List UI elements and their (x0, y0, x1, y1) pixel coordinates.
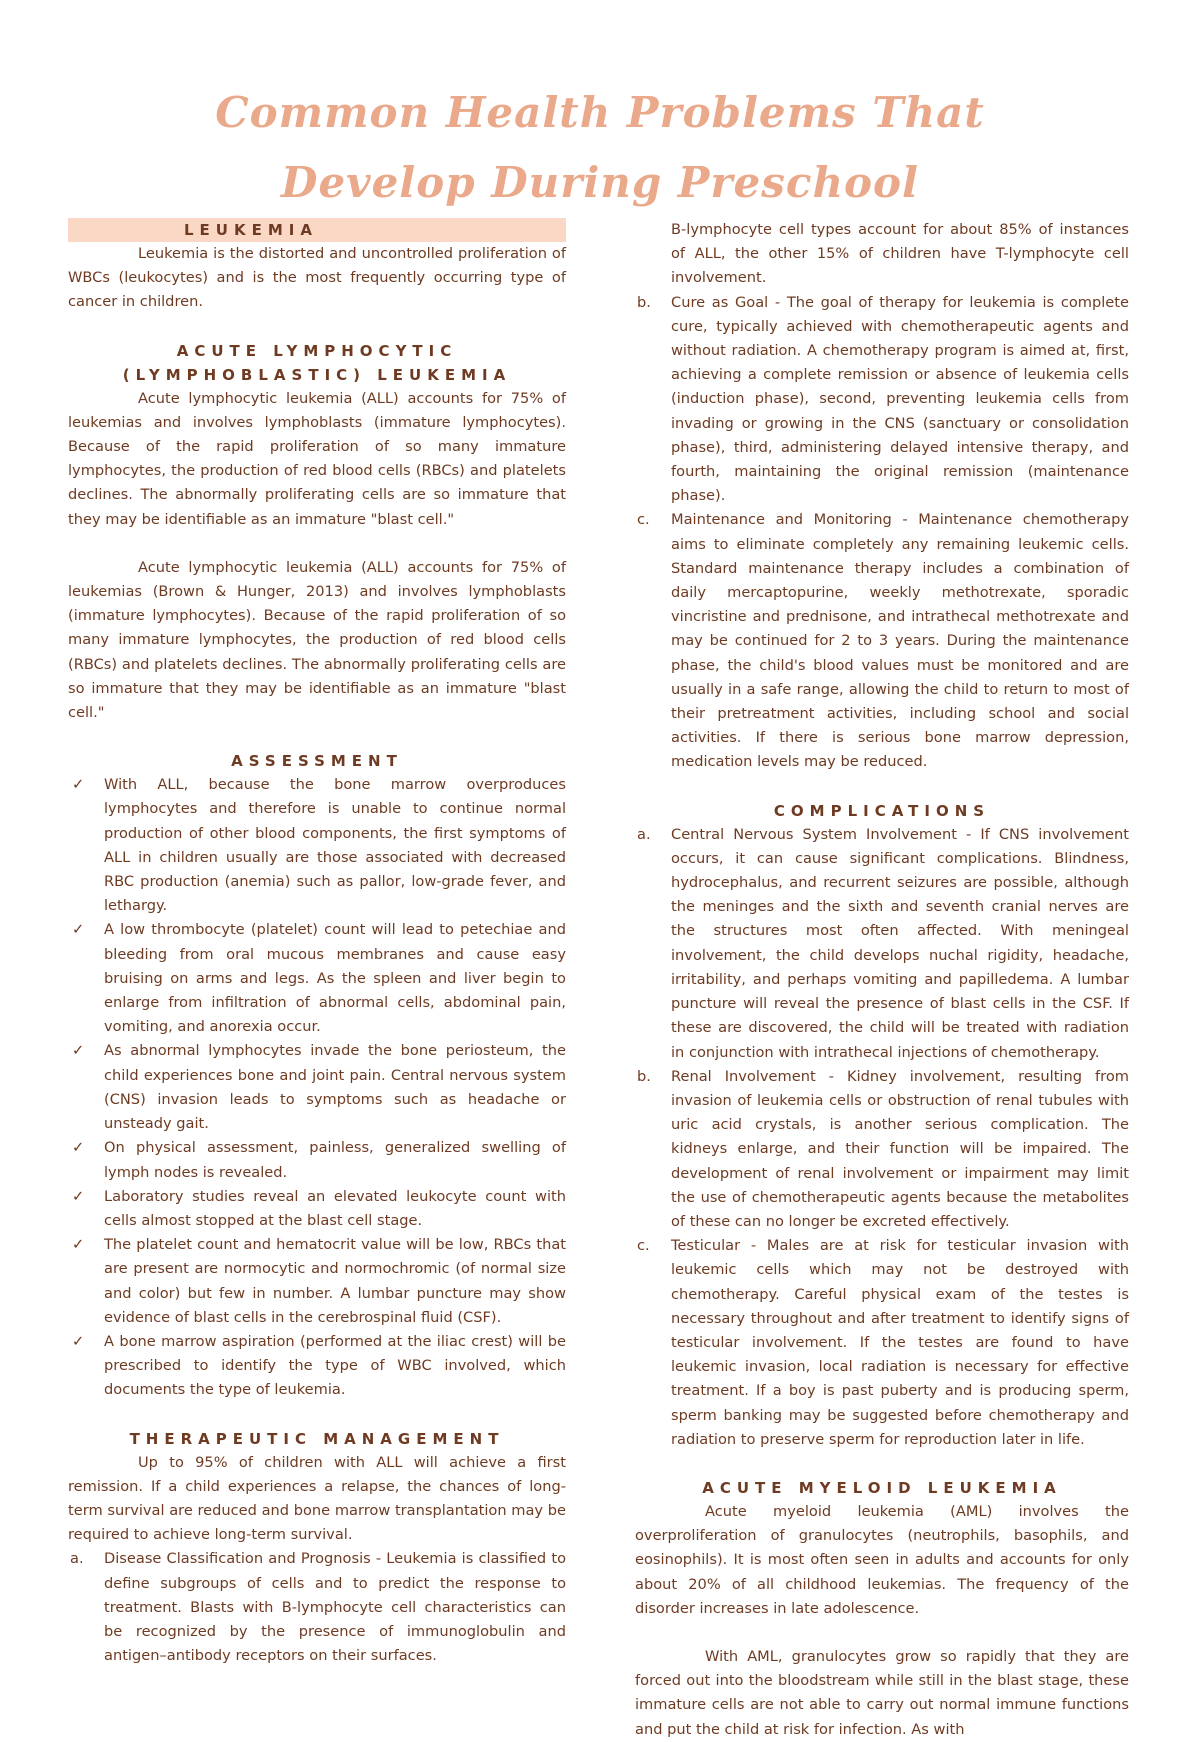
therapeutic-intro: Up to 95% of children with ALL will achieve a first remission. If a child experiences a relapse, the chances of long-term survival are reduced and bone marrow transplantation may be required to achieve long-term survival. (68, 1453, 566, 1544)
list-item (68, 773, 566, 918)
list-marker: c. (637, 1237, 650, 1255)
list-marker: b. (637, 293, 651, 311)
list-item (68, 1136, 566, 1184)
list-item-text: Maintenance and Monitoring - Maintenance chemotherapy aims to eliminate completely any remaining leukemic cells. Standard maintenance therapy includes a combination of daily mercaptopurine, weekly methotrexate, sporadic vincristine and prednisone, and intrathecal methotrexate and may be continued for 2 to 3 years. During the maintenance phase, the child's blood values must be monitored and are usually in a safe range, allowing the child to return to most of their pretreatment activities, including school and social activities. If there is serious bone marrow depression, medication levels may be reduced. (671, 511, 1129, 771)
list-item (635, 1234, 1129, 1452)
list-item (68, 1547, 566, 1668)
list-item (68, 1039, 566, 1136)
all-heading-line-2: (LYMPHOBLASTIC) LEUKEMIA (122, 365, 512, 384)
complications-list (635, 823, 1129, 1452)
therapy-list-right (635, 291, 1129, 775)
list-marker: a. (70, 1550, 84, 1568)
list-item-text: On physical assessment, painless, generalized swelling of lymph nodes is revealed. (104, 1139, 566, 1181)
list-marker: ✓ (72, 1042, 85, 1060)
all-paragraph-1: Acute lymphocytic leukemia (ALL) accounts for 75% of leukemias and involves lymphoblasts (immature lymphocytes). Because of the rapid proliferation of so many immature lymphocytes, the production of red blood cells (RBCs) and platelets declines. The abnormally proliferating cells are so immature that they may be identifiable as an immature "blast cell." (68, 389, 566, 528)
leukemia-heading: LEUKEMIA (68, 218, 566, 242)
aml-heading: ACUTE MYELOID LEUKEMIA (702, 1478, 1062, 1497)
right-column (635, 218, 1129, 1742)
list-marker: ✓ (72, 921, 85, 939)
list-item-text: Renal Involvement - Kidney involvement, resulting from invasion of leukemia cells or obstruction of renal tubules with uric acid crystals, is another serious complication. The kidneys enlarge, and their function will be impaired. The development of renal involvement or impairment may limit the use of chemotherapeutic agents because the metabolites of these can no longer be excreted effectively. (671, 1067, 1129, 1230)
list-item-text: A bone marrow aspiration (performed at the iliac crest) will be prescribed to identify the type of WBC involved, which documents the type of leukemia. (104, 1332, 566, 1399)
leukemia-intro: Leukemia is the distorted and uncontrolled proliferation of WBCs (leukocytes) and is the most frequently occurring type of cancer in children. (68, 245, 566, 311)
list-marker: b. (637, 1067, 651, 1085)
therapeutic-heading: THERAPEUTIC MANAGEMENT (129, 1429, 505, 1448)
list-marker: ✓ (72, 1332, 85, 1350)
assessment-list (68, 773, 566, 1402)
list-item (635, 291, 1129, 509)
list-marker: a. (637, 825, 651, 843)
list-marker: c. (637, 511, 650, 529)
list-marker: ✓ (72, 1236, 85, 1254)
list-item-text: A low thrombocyte (platelet) count will lead to petechiae and bleeding from oral mucous membranes and cause easy bruising on arms and legs. As the spleen and liver begin to enlarge from infiltration of abnormal cells, abdominal pain, vomiting, and anorexia occur. (104, 921, 566, 1036)
aml-paragraph-2: With AML, granulocytes grow so rapidly that they are forced out into the bloodstream while still in the blast stage, these immature cells are not able to carry out normal immune functions and put the child at risk for infection. As with (635, 1647, 1129, 1738)
list-marker: ✓ (72, 1187, 85, 1205)
all-paragraph-2: Acute lymphocytic leukemia (ALL) accounts for 75% of leukemias (Brown & Hunger, 2013) and involves lymphoblasts (immature lymphocytes). Because of the rapid proliferation of so many immature lymphocytes, the production of red blood cells (RBCs) and platelets declines. The abnormally proliferating cells are so immature that they may be identifiable as an immature "blast cell." (68, 558, 566, 722)
list-item-text: Cure as Goal - The goal of therapy for leukemia is complete cure, typically achieved with chemotherapeutic agents and without radiation. A chemotherapy program is aimed at, first, achieving a complete remission or absence of leukemia cells (induction phase), second, preventing leukemia cells from invading or growing in the CNS (sanctuary or consolidation phase), third, administering delayed intensive therapy, and fourth, maintaining the original remission (maintenance phase). (671, 293, 1129, 505)
document-title (120, 78, 1080, 218)
title-line-1: Common Health Problems That (215, 88, 985, 137)
list-item-text: As abnormal lymphocytes invade the bone periosteum, the child experiences bone and joint pain. Central nervous system (CNS) invasion leads to symptoms such as headache or unsteady gait. (104, 1042, 566, 1133)
list-item-text: Laboratory studies reveal an elevated leukocyte count with cells almost stopped at the blast cell stage. (104, 1187, 566, 1229)
assessment-heading: ASSESSMENT (231, 752, 403, 771)
list-item-text: Disease Classification and Prognosis - Leukemia is classified to define subgroups of cells and to predict the response to treatment. Blasts with B-lymphocyte cell characteristics can be recognized by the presence of immunoglobulin and antigen–antibody receptors on their surfaces. (104, 1550, 566, 1665)
list-item-text: The platelet count and hematocrit value will be low, RBCs that are present are normocytic and normochromic (of normal size and color) but few in number. A lumbar puncture may show evidence of blast cells in the cerebrospinal fluid (CSF). (104, 1236, 566, 1326)
left-column (68, 218, 566, 1668)
list-marker: ✓ (72, 776, 85, 794)
complications-heading: COMPLICATIONS (773, 801, 991, 820)
list-item (68, 1233, 566, 1330)
list-item (68, 918, 566, 1039)
aml-paragraph-1: Acute myeloid leukemia (AML) involves the overproliferation of granulocytes (neutrophils, basophils, and eosinophils). It is most often seen in adults and accounts for only about 20% of all childhood leukemias. The frequency of the disorder increases in late adolescence. (635, 1502, 1129, 1617)
therapy-continuation: B-lymphocyte cell types account for about 85% of instances of ALL, the other 15% of children have T-lymphocyte cell involvement. (671, 221, 1129, 287)
list-item (68, 1330, 566, 1403)
list-item (635, 508, 1129, 774)
list-item-text: With ALL, because the bone marrow overproduces lymphocytes and therefore is unable to continue normal production of other blood components, the first symptoms of ALL in children usually are those associated with decreased RBC production (anemia) such as pallor, low-grade fever, and lethargy. (104, 776, 566, 915)
list-item (635, 1065, 1129, 1234)
title-line-2: Develop During Preschool (281, 158, 919, 207)
all-heading-line-1: ACUTE LYMPHOCYTIC (176, 341, 458, 360)
list-item (635, 823, 1129, 1065)
therapeutic-list-left (68, 1547, 566, 1668)
list-item-text: Testicular - Males are at risk for testicular invasion with leukemic cells which may not be destroyed with chemotherapy. Careful physical exam of the testes is necessary throughout and after treatment to identify signs of testicular involvement. If the testes are found to have leukemic invasion, local radiation is necessary for effective treatment. If a boy is past puberty and is producing sperm, sperm banking may be suggested before chemotherapy and radiation to preserve sperm for reproduction later in life. (671, 1237, 1129, 1448)
list-item (68, 1185, 566, 1233)
list-item-text: Central Nervous System Involvement - If CNS involvement occurs, it can cause significant complications. Blindness, hydrocephalus, and recurrent seizures are possible, although the meninges and the sixth and seventh cranial nerves are the structures most often affected. With meningeal involvement, the child develops nuchal rigidity, headache, irritability, and perhaps vomiting and papilledema. A lumbar puncture will reveal the presence of blast cells in the CSF. If these are discovered, the child will be treated with radiation in conjunction with intrathecal injections of chemotherapy. (671, 825, 1129, 1061)
list-marker: ✓ (72, 1139, 85, 1157)
